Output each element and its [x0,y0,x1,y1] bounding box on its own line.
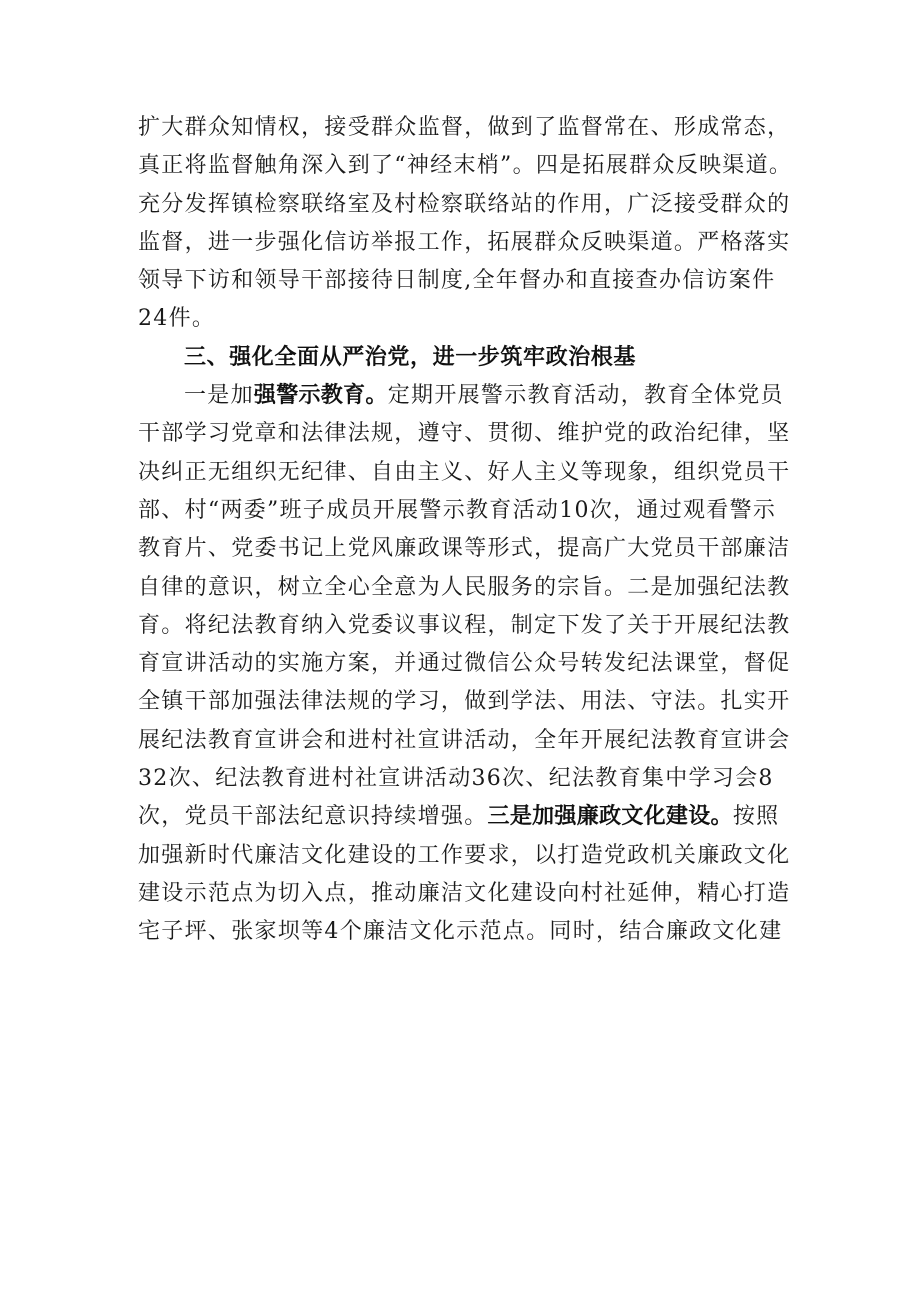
text-line: 扩大群众知情权，接受群众监督，做到了监督常在、形成常态， [138,115,791,140]
text-line: 教育片、党委书记上党风廉政课等形式，提高广大党员干部廉洁 [138,536,791,562]
text-line: 全镇干部加强法律法规的学习，做到学法、用法、守法。扎实开 [138,689,791,715]
line-prefix: 一是加 [184,383,254,409]
line-rest: 定期开展警示教育活动，教育全体党员 [387,383,784,409]
text-line: 24件。 [138,306,216,332]
text-line: 充分发挥镇检察联络室及村检察联络站的作用，广泛接受群众的 [138,191,791,217]
text-line: 真正将监督触角深入到了“神经末梢”。四是拓展群众反映渠道。 [138,153,793,179]
section-heading: 三、强化全面从严治党，进一步筑牢政治根基 [184,344,637,370]
body-text [138,109,818,952]
text-line: 育宣讲活动的实施方案，并通过微信公众号转发纪法课堂，督促 [138,651,791,677]
text-line: 育。将纪法教育纳入党委议事议程，制定下发了关于开展纪法教 [138,612,791,638]
bold-subheading: 强警示教育。 [253,383,388,409]
text-line: 加强新时代廉洁文化建设的工作要求，以打造党政机关廉政文化 [138,842,791,868]
text-line: 部、村“两委”班子成员开展警示教育活动10次，通过观看警示 [138,497,777,523]
text-line: 干部学习党章和法律法规，遵守、贯彻、维护党的政治纪律，坚 [138,421,791,447]
bold-subheading: 三是加强廉政文化建设。 [487,804,733,830]
text-line: 建设示范点为切入点，推动廉洁文化建设向村社延伸，精心打造 [138,880,791,906]
paragraph-first-line [138,377,818,415]
text-line: 32次、纪法教育进村社宣讲活动36次、纪法教育集中学习会8 [138,766,774,792]
text-line: 决纠正无组织无纪律、自由主义、好人主义等现象，组织党员干 [138,459,791,485]
text-line: 展纪法教育宣讲会和进村社宣讲活动，全年开展纪法教育宣讲会 [138,727,791,753]
line-prefix: 次，党员干部法纪意识持续增强。 [138,804,488,830]
text-line-mixed [138,798,818,836]
text-line: 宅子坪、张家坝等4个廉洁文化示范点。同时，结合廉政文化建 [138,919,783,945]
text-line: 自律的意识，树立全心全意为人民服务的宗旨。二是加强纪法教 [138,574,791,600]
text-line: 领导下访和领导干部接待日制度,全年督办和直接查办信访案件 [138,268,776,294]
text-line: 监督，进一步强化信访举报工作，拓展群众反映渠道。严格落实 [138,229,791,255]
line-rest: 按照 [732,804,780,830]
